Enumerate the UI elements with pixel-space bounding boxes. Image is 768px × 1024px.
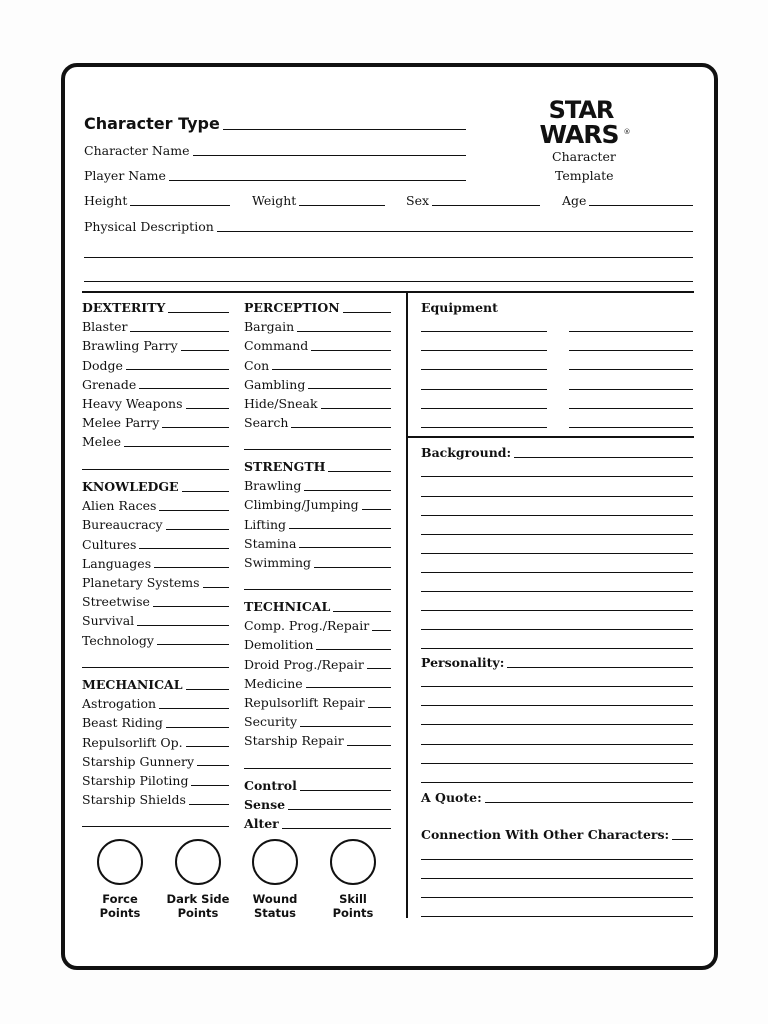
skill-lifting-label: Lifting — [244, 516, 286, 532]
equipment-line[interactable] — [421, 331, 547, 332]
skill-astrogation-field[interactable] — [82, 698, 229, 711]
skill-brawling-parry-label: Brawling Parry — [82, 338, 178, 354]
connection-line[interactable] — [421, 859, 693, 860]
skill-melee-field[interactable] — [82, 436, 229, 449]
skill-melee-parry-field[interactable] — [82, 417, 229, 430]
strength-attribute-label: STRENGTH — [244, 459, 326, 474]
knowledge-attribute-label: KNOWLEDGE — [82, 479, 179, 494]
player-name-field[interactable] — [84, 170, 466, 183]
background-line[interactable] — [421, 515, 693, 516]
background-line[interactable] — [421, 553, 693, 554]
equipment-line[interactable] — [569, 389, 693, 390]
perception-blank-skill-line[interactable] — [244, 449, 391, 450]
personality-line[interactable] — [421, 724, 693, 725]
skill-command-label: Command — [244, 338, 309, 354]
skill-comp-prog-repair-field[interactable] — [244, 620, 391, 633]
background-line[interactable] — [421, 648, 693, 649]
connection-line[interactable] — [421, 897, 693, 898]
skill-alien-races-field[interactable] — [82, 500, 229, 513]
character-name-label: Character Name — [84, 143, 190, 158]
background-line[interactable] — [421, 572, 693, 573]
skill-planetary-systems-field[interactable] — [82, 577, 229, 590]
logo-wars-text: WARS — [539, 120, 619, 148]
skill-repulsorlift-op-label: Repulsorlift Op. — [82, 734, 183, 750]
description-line[interactable] — [84, 281, 693, 282]
skill-streetwise-field[interactable] — [82, 596, 229, 609]
skill-medicine-label: Medicine — [244, 675, 303, 691]
skill-points-label: Skill Points — [332, 892, 374, 920]
quote-label: A Quote: — [421, 790, 482, 805]
equipment-line[interactable] — [421, 408, 547, 409]
skill-droid-prog-repair-label: Droid Prog./Repair — [244, 656, 364, 672]
skill-bargain-label: Bargain — [244, 319, 295, 335]
dexterity-attribute-label: DEXTERITY — [82, 300, 166, 315]
skill-beast-riding-label: Beast Riding — [82, 715, 163, 731]
perception-attribute-field[interactable] — [244, 302, 391, 315]
skill-climbing-jumping-field[interactable] — [244, 499, 391, 512]
equipment-divider — [407, 436, 694, 438]
skill-grenade-label: Grenade — [82, 376, 137, 392]
technical-attribute-field[interactable] — [244, 601, 391, 614]
skill-dodge-label: Dodge — [82, 357, 123, 373]
skill-heavy-weapons-label: Heavy Weapons — [82, 396, 183, 411]
skill-languages-field[interactable] — [82, 555, 229, 571]
wound-status-label: Wound Status — [252, 892, 298, 920]
force-points-label: Force Points — [99, 892, 141, 920]
personality-line[interactable] — [421, 782, 693, 783]
personality-label: Personality: — [421, 655, 505, 670]
background-label: Background: — [421, 445, 512, 460]
skill-comp-prog-repair-label: Comp. Prog./Repair — [244, 618, 370, 634]
equipment-line[interactable] — [421, 427, 547, 428]
skill-gambling-label: Gambling — [244, 376, 306, 392]
skill-search-label: Search — [244, 415, 289, 431]
skill-lifting-field[interactable] — [244, 516, 391, 532]
skill-security-field[interactable] — [244, 716, 391, 729]
wound-status-circle[interactable] — [252, 839, 298, 885]
description-line[interactable] — [84, 257, 693, 258]
dark-side-points-circle[interactable] — [175, 839, 221, 885]
character-name-field[interactable] — [84, 145, 466, 158]
background-line[interactable] — [421, 496, 693, 497]
knowledge-attribute-field[interactable] — [82, 481, 229, 494]
skill-medicine-field[interactable] — [244, 675, 391, 691]
skill-starship-gunnery-field[interactable] — [82, 753, 229, 769]
skill-starship-gunnery-label: Starship Gunnery — [82, 753, 195, 769]
age-label: Age — [562, 193, 587, 208]
skill-bargain-field[interactable] — [244, 321, 391, 334]
background-line[interactable] — [421, 610, 693, 611]
strength-attribute-field[interactable] — [244, 461, 391, 474]
skill-brawling-label: Brawling — [244, 478, 302, 494]
equipment-heading: Equipment — [421, 300, 498, 315]
skill-repulsorlift-op-field[interactable] — [82, 734, 229, 750]
skill-control-field[interactable] — [244, 780, 391, 793]
skill-languages-label: Languages — [82, 555, 152, 571]
connection-label: Connection With Other Characters: — [421, 827, 670, 842]
personality-line[interactable] — [421, 686, 693, 687]
background-line[interactable] — [421, 534, 693, 535]
equipment-line[interactable] — [421, 369, 547, 370]
quote-field[interactable] — [421, 792, 693, 805]
weight-label: Weight — [252, 193, 297, 208]
skill-hide-sneak-field[interactable] — [244, 398, 391, 411]
skill-starship-shields-label: Starship Shields — [82, 792, 186, 808]
skill-blaster-label: Blaster — [82, 319, 128, 335]
skill-melee-label: Melee — [82, 434, 121, 450]
skill-alter-label: Alter — [244, 816, 279, 832]
connection-field[interactable] — [421, 829, 693, 842]
force-points-circle[interactable] — [97, 839, 143, 885]
skill-streetwise-label: Streetwise — [82, 594, 150, 610]
skill-swimming-label: Swimming — [244, 555, 312, 570]
skill-astrogation-label: Astrogation — [82, 696, 157, 712]
skill-repulsorlift-repair-label: Repulsorlift Repair — [244, 695, 365, 710]
skill-brawling-parry-field[interactable] — [82, 340, 229, 353]
skill-survival-field[interactable] — [82, 615, 229, 628]
player-name-label: Player Name — [84, 168, 166, 183]
star-wars-logo — [530, 96, 632, 148]
technical-blank-skill-line[interactable] — [244, 768, 391, 769]
logo-caption-template: Template — [555, 168, 614, 183]
background-line[interactable] — [421, 591, 693, 592]
strength-blank-skill-line[interactable] — [244, 589, 391, 590]
skill-starship-piloting-field[interactable] — [82, 775, 229, 788]
logo-registered-mark: ® — [623, 128, 631, 136]
mechanical-attribute-label: MECHANICAL — [82, 677, 183, 692]
age-field[interactable] — [562, 195, 693, 208]
physical-description-field[interactable] — [84, 221, 693, 234]
skill-search-field[interactable] — [244, 417, 391, 430]
skill-blaster-field[interactable] — [82, 321, 229, 334]
height-label: Height — [84, 193, 128, 208]
skill-control-label: Control — [244, 778, 297, 793]
perception-attribute-label: PERCEPTION — [244, 300, 340, 315]
equipment-line[interactable] — [421, 389, 547, 390]
character-type-label: Character Type — [84, 114, 220, 133]
equipment-line[interactable] — [569, 427, 693, 428]
personality-line[interactable] — [421, 744, 693, 745]
equipment-line[interactable] — [569, 408, 693, 409]
skill-bureaucracy-field[interactable] — [82, 519, 229, 532]
skill-demolition-label: Demolition — [244, 637, 314, 653]
skill-gambling-field[interactable] — [244, 376, 391, 392]
sex-label: Sex — [406, 193, 430, 208]
personality-line[interactable] — [421, 763, 693, 764]
skill-sense-label: Sense — [244, 797, 286, 813]
skill-planetary-systems-label: Planetary Systems — [82, 575, 200, 590]
skill-sense-field[interactable] — [244, 799, 391, 812]
equipment-line[interactable] — [569, 369, 693, 370]
skill-starship-piloting-label: Starship Piloting — [82, 773, 189, 788]
skill-technology-label: Technology — [82, 632, 154, 648]
equipment-line[interactable] — [569, 350, 693, 351]
skill-climbing-jumping-label: Climbing/Jumping — [244, 497, 359, 513]
skill-heavy-weapons-field[interactable] — [82, 398, 229, 411]
equipment-line[interactable] — [421, 350, 547, 351]
skill-swimming-field[interactable] — [244, 557, 391, 570]
skill-starship-repair-field[interactable] — [244, 735, 391, 748]
skill-hide-sneak-label: Hide/Sneak — [244, 396, 318, 411]
skill-starship-shields-field[interactable] — [82, 794, 229, 807]
physical-description-label: Physical Description — [84, 219, 214, 234]
section-divider — [82, 291, 694, 293]
knowledge-blank-skill-line[interactable] — [82, 667, 229, 668]
skill-command-field[interactable] — [244, 340, 391, 353]
skill-droid-prog-repair-field[interactable] — [244, 656, 391, 672]
background-line[interactable] — [421, 629, 693, 630]
dexterity-attribute-field[interactable] — [82, 302, 229, 315]
dexterity-blank-skill-line[interactable] — [82, 469, 229, 470]
personality-line[interactable] — [421, 705, 693, 706]
connection-line[interactable] — [421, 878, 693, 879]
height-field[interactable] — [84, 195, 230, 208]
skill-alter-field[interactable] — [244, 818, 391, 831]
skill-grenade-field[interactable] — [82, 376, 229, 392]
skill-survival-label: Survival — [82, 613, 135, 629]
skill-bureaucracy-label: Bureaucracy — [82, 517, 163, 533]
skill-security-label: Security — [244, 714, 298, 730]
weight-field[interactable] — [252, 195, 385, 208]
skill-con-field[interactable] — [244, 357, 391, 373]
character-type-field[interactable] — [84, 116, 466, 132]
skill-stamina-label: Stamina — [244, 535, 297, 551]
mechanical-attribute-field[interactable] — [82, 679, 229, 692]
skill-cultures-field[interactable] — [82, 536, 229, 552]
equipment-line[interactable] — [569, 331, 693, 332]
skill-con-label: Con — [244, 357, 270, 373]
skill-technology-field[interactable] — [82, 632, 229, 648]
skill-repulsorlift-repair-field[interactable] — [244, 697, 391, 710]
skill-stamina-field[interactable] — [244, 535, 391, 551]
skill-points-circle[interactable] — [330, 839, 376, 885]
connection-line[interactable] — [421, 916, 693, 917]
mechanical-blank-skill-line[interactable] — [82, 826, 229, 827]
technical-attribute-label: TECHNICAL — [244, 599, 331, 614]
skill-alien-races-label: Alien Races — [82, 498, 157, 514]
skill-melee-parry-label: Melee Parry — [82, 415, 160, 431]
sex-field[interactable] — [406, 195, 540, 208]
skill-beast-riding-field[interactable] — [82, 717, 229, 730]
skill-dodge-field[interactable] — [82, 357, 229, 373]
personality-field[interactable] — [421, 657, 693, 670]
background-field[interactable] — [421, 447, 693, 460]
column-divider — [406, 292, 408, 918]
skill-cultures-label: Cultures — [82, 536, 137, 552]
skill-starship-repair-label: Starship Repair — [244, 733, 344, 749]
logo-star-text: STAR — [548, 96, 614, 124]
skill-brawling-field[interactable] — [244, 480, 391, 493]
background-line[interactable] — [421, 476, 693, 477]
logo-caption-character: Character — [552, 149, 616, 164]
dark-side-points-label: Dark Side Points — [166, 892, 230, 920]
skill-demolition-field[interactable] — [244, 639, 391, 652]
